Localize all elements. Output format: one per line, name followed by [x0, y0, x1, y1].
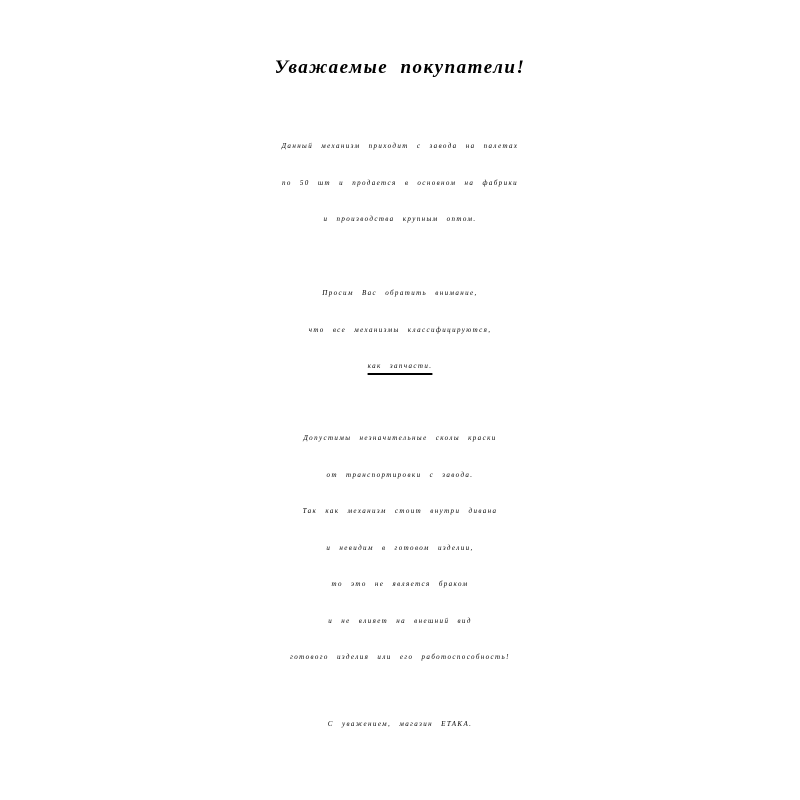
paragraph-line: то это не является браком — [331, 580, 469, 588]
paragraph-line: Просим Вас обратить внимание, — [322, 289, 478, 297]
paragraph-line: Так как механизм стоит внутри дивана — [302, 507, 498, 515]
paragraph-line: Допустимы незначительные сколы краски — [303, 434, 497, 442]
spare-parts-underlined-text: как запчасти. — [367, 362, 433, 370]
classification-paragraph — [0, 275, 800, 385]
paragraph-line: что все механизмы классифицируются, — [308, 325, 492, 334]
paragraph-line: и не влияет на внешний вид — [328, 616, 472, 625]
paragraph-line: от транспортировки с завода. — [326, 470, 474, 479]
paint-chips-paragraph — [0, 420, 800, 676]
paragraph-line: готового изделия или его работоспособность! — [290, 653, 510, 661]
spare-parts-line — [0, 348, 800, 385]
paragraph-line: по 50 шт и продается в основном на фабрики — [281, 178, 519, 187]
paragraph-line: и производства крупным оптом. — [323, 215, 477, 223]
signature — [0, 706, 800, 743]
paragraph-line: и невидим в готовом изделии, — [326, 543, 474, 552]
paragraph-line: Данный механизм приходит с завода на палетах — [281, 142, 519, 150]
signature-line: С уважением, магазин ЕТАКА. — [327, 720, 473, 728]
shipping-paragraph — [0, 128, 800, 238]
notice-title: Уважаемые покупатели! — [274, 57, 526, 78]
